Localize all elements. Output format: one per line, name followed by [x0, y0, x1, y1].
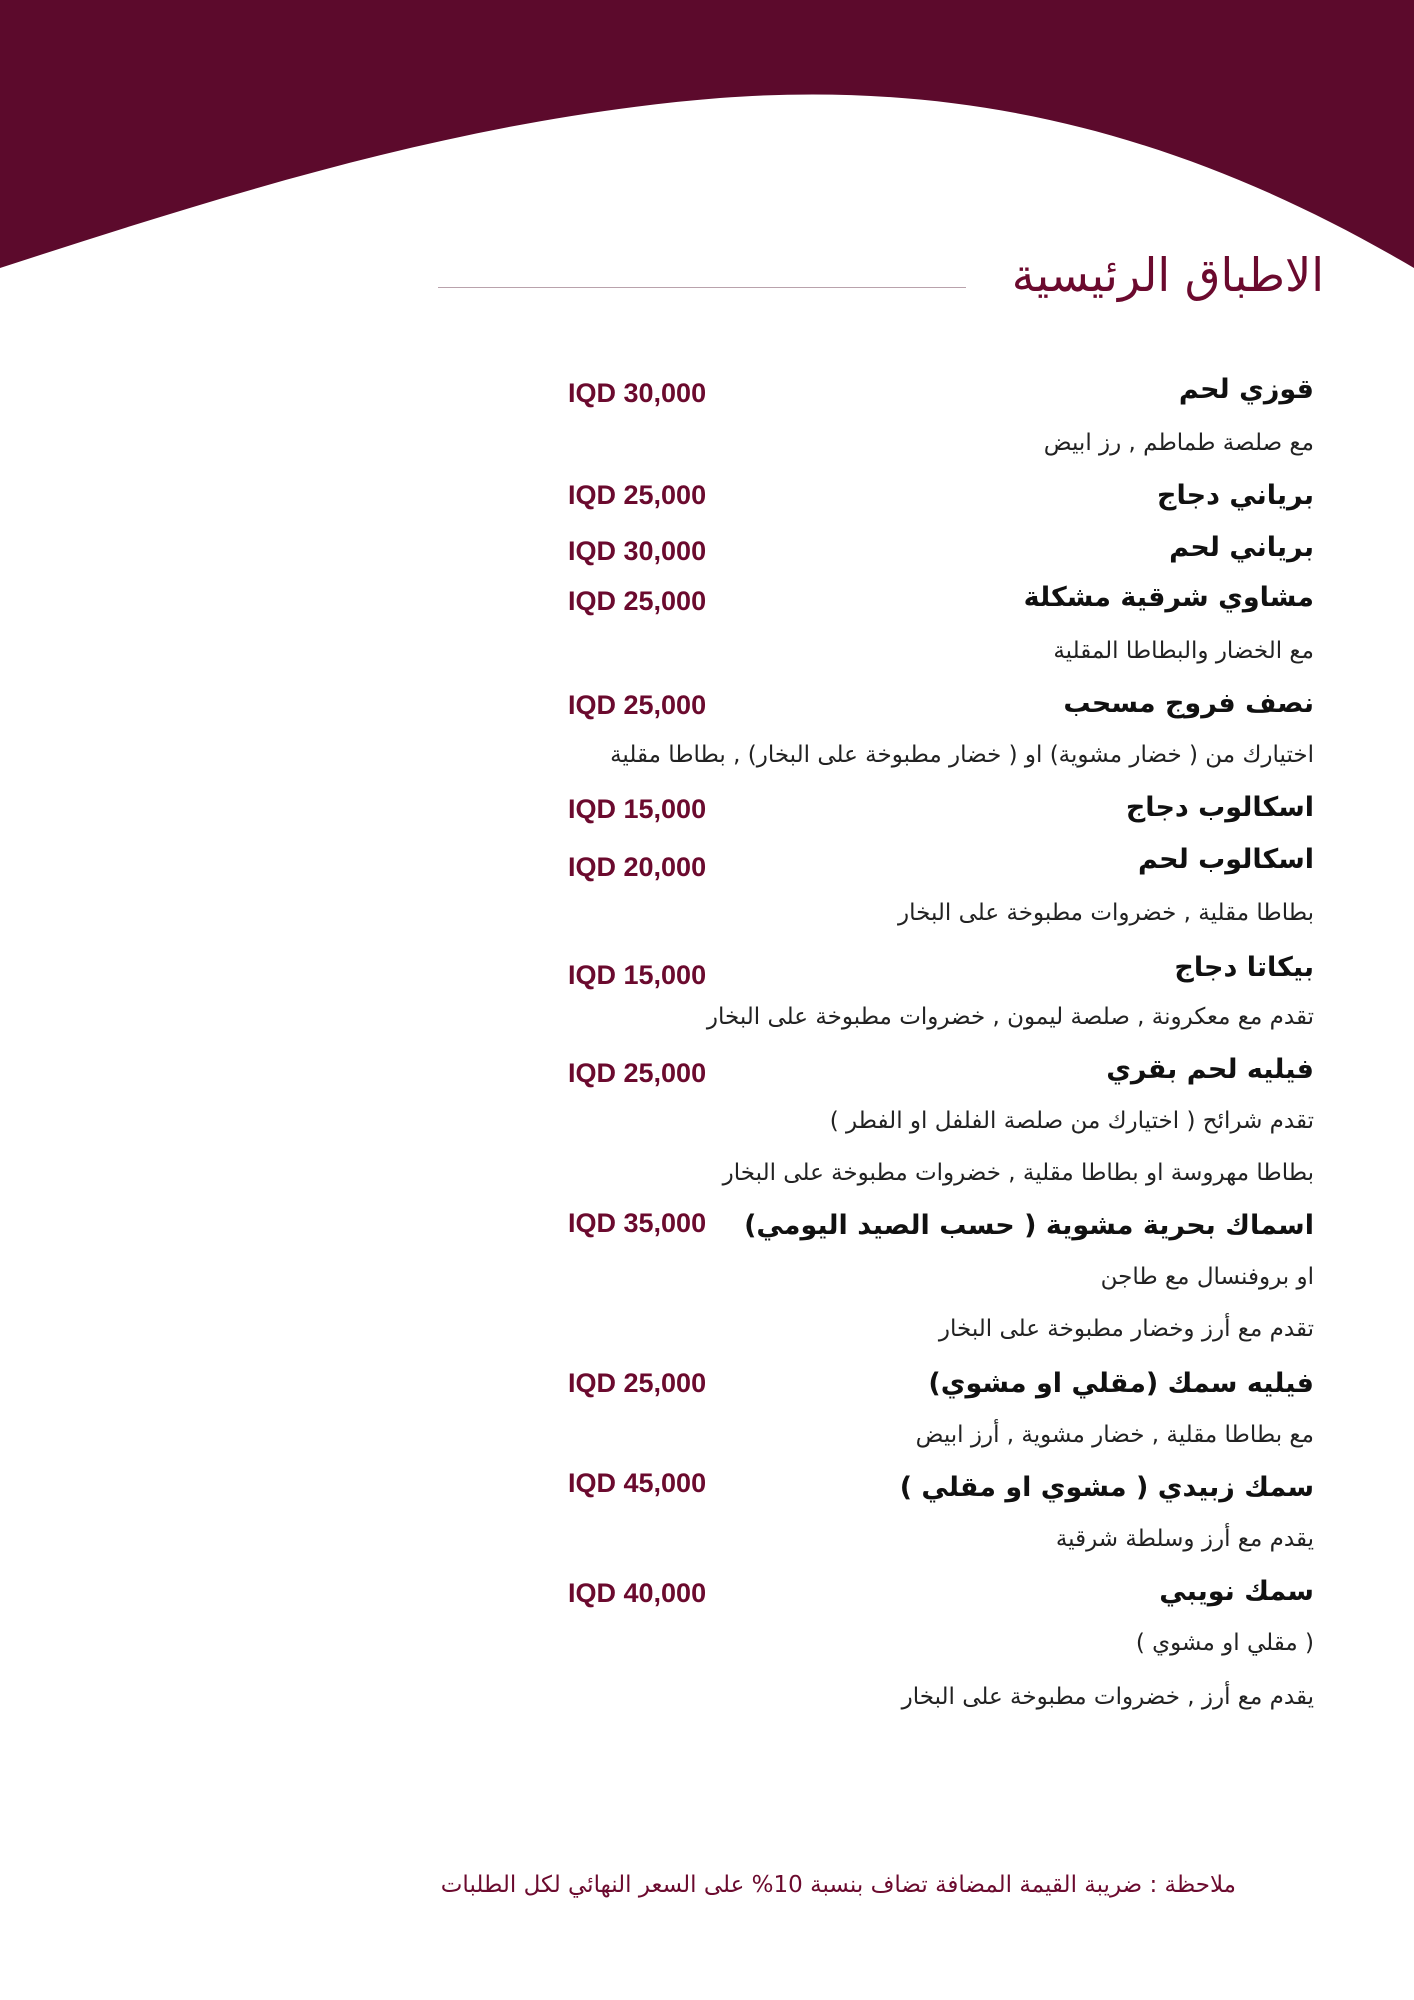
menu-item-price: IQD 15,000	[568, 794, 707, 824]
menu-item-name: سمك زبيدي ( مشوي او مقلي )	[899, 1472, 1314, 1503]
menu-item-description: او بروفنسال مع طاجن	[1100, 1264, 1314, 1290]
menu-item-description: تقدم مع أرز وخضار مطبوخة على البخار	[938, 1316, 1314, 1342]
menu-item-name: قوزي لحم	[1178, 374, 1314, 405]
menu-item-name: اسكالوب دجاج	[1125, 792, 1314, 823]
menu-item-price: IQD 25,000	[568, 480, 707, 510]
menu-item-description: بطاطا مقلية , خضروات مطبوخة على البخار	[898, 900, 1314, 926]
menu-item-name: اسكالوب لحم	[1137, 844, 1314, 875]
menu-item-price: IQD 25,000	[568, 690, 707, 720]
menu-item-description: تقدم مع معكرونة , صلصة ليمون , خضروات مطبوخة على البخار	[706, 1004, 1314, 1030]
menu-item-name: برياني دجاج	[1157, 480, 1314, 511]
menu-item-description: اختيارك من ( خضار مشوية) او ( خضار مطبوخة على البخار) , بطاطا مقلية	[610, 742, 1314, 768]
menu-item-price: IQD 15,000	[568, 960, 707, 990]
menu-item-price: IQD 25,000	[568, 1058, 707, 1088]
menu-item-description: يقدم مع أرز وسلطة شرقية	[1055, 1526, 1314, 1552]
menu-item-price: IQD 40,000	[568, 1578, 707, 1608]
menu-item-price: IQD 25,000	[568, 1368, 707, 1398]
menu-item-description: مع صلصة طماطم , رز ابيض	[1043, 430, 1314, 456]
menu-item-name: اسماك بحرية مشوية ( حسب الصيد اليومي)	[744, 1210, 1314, 1241]
menu-item-description: مع الخضار والبطاطا المقلية	[1053, 638, 1314, 664]
menu-item-price: IQD 35,000	[568, 1208, 707, 1238]
menu-item-price: IQD 30,000	[568, 536, 707, 566]
menu-item-name: فيليه لحم بقري	[1106, 1054, 1314, 1085]
menu-item-price: IQD 20,000	[568, 852, 707, 882]
menu-item-name: بيكاتا دجاج	[1174, 952, 1314, 983]
menu-item-price: IQD 30,000	[568, 378, 707, 408]
menu-item-name: نصف فروج مسحب	[1063, 688, 1314, 719]
menu-item-description: بطاطا مهروسة او بطاطا مقلية , خضروات مطبوخة على البخار	[722, 1160, 1314, 1186]
menu-item-price: IQD 25,000	[568, 586, 707, 616]
menu-item-description: يقدم مع أرز , خضروات مطبوخة على البخار	[901, 1684, 1314, 1710]
menu-item-name: فيليه سمك (مقلي او مشوي)	[928, 1368, 1314, 1399]
menu-item-description: مع بطاطا مقلية , خضار مشوية , أرز ابيض	[915, 1422, 1314, 1448]
header-wave-banner	[0, 0, 1414, 280]
menu-item-name: برياني لحم	[1169, 532, 1314, 563]
menu-item-description: تقدم شرائح ( اختيارك من صلصة الفلفل او الفطر )	[829, 1108, 1314, 1134]
menu-item-name: مشاوي شرقية مشكلة	[1023, 582, 1314, 613]
section-title: الاطباق الرئيسية	[1011, 248, 1324, 302]
menu-item-name: سمك نويبي	[1159, 1576, 1314, 1607]
menu-item-description: ( مقلي او مشوي )	[1135, 1630, 1314, 1656]
menu-item-price: IQD 45,000	[568, 1468, 707, 1498]
vat-note: ملاحظة : ضريبة القيمة المضافة تضاف بنسبة 10% على السعر النهائي لكل الطلبات	[440, 1872, 1236, 1898]
title-divider	[438, 287, 966, 288]
